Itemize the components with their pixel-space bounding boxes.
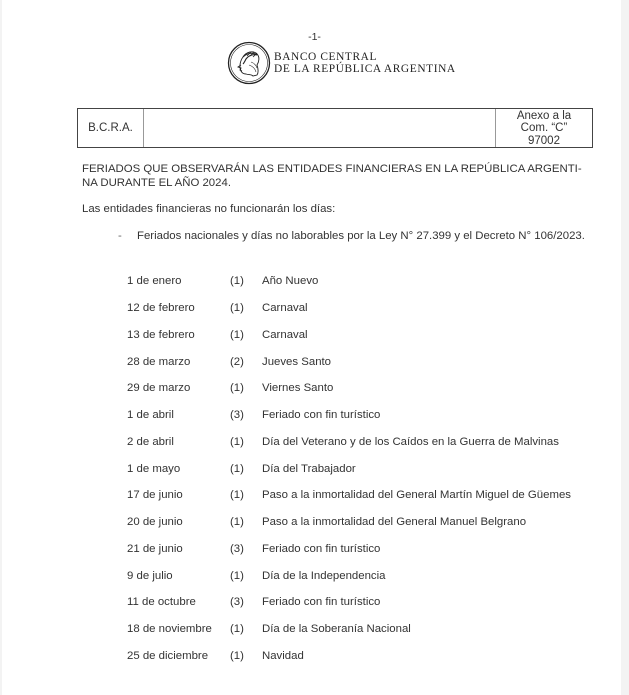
holiday-code: (2) xyxy=(230,355,244,368)
holiday-date: 21 de junio xyxy=(127,542,183,555)
holiday-date: 20 de junio xyxy=(127,516,183,529)
holiday-date: 25 de diciembre xyxy=(127,649,209,662)
holiday-date: 12 de febrero xyxy=(127,302,195,315)
holiday-date: 29 de marzo xyxy=(127,382,191,395)
annex-cell xyxy=(496,109,592,147)
holiday-name: Carnaval xyxy=(262,302,308,315)
holiday-row xyxy=(127,616,571,643)
header-table xyxy=(77,108,593,148)
holiday-code: (3) xyxy=(230,596,244,609)
annex-line1: Anexo a la xyxy=(516,109,572,122)
holiday-code: (1) xyxy=(230,382,244,395)
holiday-code: (1) xyxy=(230,275,244,288)
holiday-row xyxy=(127,375,571,402)
holiday-name: Navidad xyxy=(262,649,304,662)
holiday-row xyxy=(127,482,571,509)
holiday-name: Feriado con fin turístico xyxy=(262,596,381,609)
holiday-row xyxy=(127,295,571,322)
holiday-name: Feriado con fin turístico xyxy=(262,542,381,555)
holiday-name: Día del Trabajador xyxy=(262,462,356,475)
holiday-name: Jueves Santo xyxy=(262,355,332,368)
holiday-list xyxy=(127,268,571,669)
holiday-code: (1) xyxy=(230,649,244,662)
bank-name-line1: BANCO CENTRAL xyxy=(274,50,378,63)
holiday-date: 18 de noviembre xyxy=(127,623,212,636)
holiday-date: 2 de abril xyxy=(127,435,174,448)
holiday-code: (3) xyxy=(230,542,244,555)
holiday-date: 17 de junio xyxy=(127,489,183,502)
holiday-name: Viernes Santo xyxy=(262,382,334,395)
holiday-name: Paso a la inmortalidad del General Martín Miguel de Güemes xyxy=(262,489,571,502)
holiday-name: Año Nuevo xyxy=(262,275,319,288)
holiday-code: (3) xyxy=(230,409,244,422)
intro-text: Las entidades financieras no funcionarán los días: xyxy=(82,203,336,215)
holiday-date: 1 de mayo xyxy=(127,462,181,475)
holiday-date: 1 de abril xyxy=(127,409,174,422)
issuer-cell: B.C.R.A. xyxy=(78,109,144,147)
holiday-row xyxy=(127,643,571,670)
holiday-code: (1) xyxy=(230,302,244,315)
holiday-row xyxy=(127,589,571,616)
holiday-date: 1 de enero xyxy=(127,275,182,288)
holiday-code: (1) xyxy=(230,489,244,502)
bank-logo xyxy=(227,41,456,85)
holiday-code: (1) xyxy=(230,516,244,529)
holiday-date: 11 de octubre xyxy=(127,596,196,609)
holiday-name: Paso a la inmortalidad del General Manuel Belgrano xyxy=(262,516,527,529)
holiday-row xyxy=(127,322,571,349)
holiday-name: Día del Veterano y de los Caídos en la Guerra de Malvinas xyxy=(262,435,559,448)
bullet-marker: - xyxy=(118,230,122,242)
holiday-date: 9 de julio xyxy=(127,569,173,582)
holiday-code: (1) xyxy=(230,328,244,341)
document-title xyxy=(82,163,597,190)
bcra-seal-icon xyxy=(227,41,271,85)
blank-cell xyxy=(144,109,496,147)
title-line1: FERIADOS QUE OBSERVARÁN LAS ENTIDADES FINANCIERAS EN LA REPÚBLICA ARGENTI- xyxy=(82,163,582,175)
holiday-row xyxy=(127,429,571,456)
holiday-row xyxy=(127,562,571,589)
bullet-text: Feriados nacionales y días no laborables por la Ley N° 27.399 y el Decreto N° 106/2023. xyxy=(137,230,585,242)
annex-number: 97002 xyxy=(528,134,560,147)
holiday-row xyxy=(127,402,571,429)
bank-name-line2: DE LA REPÚBLICA ARGENTINA xyxy=(274,63,456,75)
holiday-date: 28 de marzo xyxy=(127,355,191,368)
title-line2: NA DURANTE EL AÑO 2024. xyxy=(82,176,231,189)
holiday-name: Día de la Soberanía Nacional xyxy=(262,623,411,636)
holiday-row xyxy=(127,348,571,375)
holiday-row xyxy=(127,455,571,482)
page-number: -1- xyxy=(308,31,321,43)
bank-name xyxy=(274,51,456,76)
holiday-name: Carnaval xyxy=(262,328,308,341)
holiday-code: (1) xyxy=(230,569,244,582)
holiday-code: (1) xyxy=(230,623,244,636)
holiday-name: Feriado con fin turístico xyxy=(262,409,381,422)
holiday-row xyxy=(127,268,571,295)
annex-line2: Com. “C” xyxy=(520,122,568,135)
holiday-code: (1) xyxy=(230,435,244,448)
holiday-row xyxy=(127,536,571,563)
holiday-row xyxy=(127,509,571,536)
bullet-item xyxy=(118,230,585,242)
holiday-code: (1) xyxy=(230,462,244,475)
holiday-name: Día de la Independencia xyxy=(262,569,386,582)
holiday-date: 13 de febrero xyxy=(127,328,195,341)
